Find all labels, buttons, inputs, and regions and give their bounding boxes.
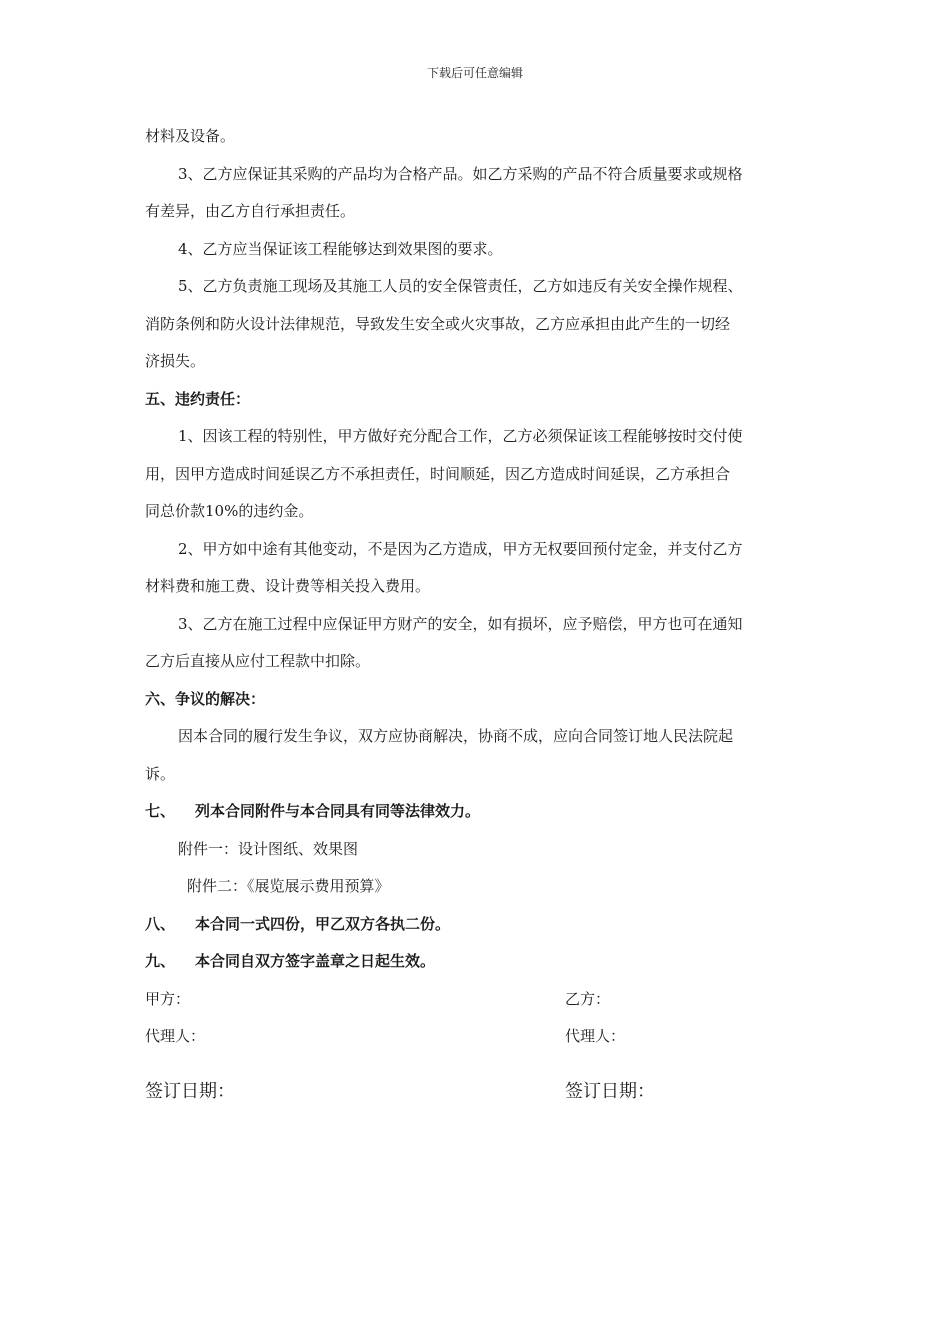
contract-body [145,118,810,1112]
paragraph-line: 材料及设备。 [145,127,236,145]
section-heading-copies [145,906,810,944]
attachment-one: 附件一：设计图纸、效果图 [178,839,359,858]
paragraph-line: 用，因甲方造成时间延误乙方不承担责任，时间顺延，因乙方造成时间延误，乙方承担合 [145,464,731,483]
section-title: 本合同自双方签字盖章之日起生效。 [195,952,436,970]
paragraph-line: 消防条例和防火设计法律规范，导致发生安全或火灾事故，乙方应承担由此产生的一切经 [145,314,731,333]
section-heading-attachments [145,793,810,831]
paragraph-line: 4、乙方应当保证该工程能够达到效果图的要求。 [178,239,503,258]
paragraph-line: 乙方后直接从应付工程款中扣除。 [145,652,371,670]
signature-agent-row [145,1018,810,1056]
paragraph-line: 2、甲方如中途有其他变动，不是因为乙方造成，甲方无权要回预付定金，并支付乙方 [178,539,743,558]
party-b-label: 乙方： [565,989,611,1008]
section-heading-dispute: 六、争议的解决： [145,689,266,708]
paragraph-line: 因本合同的履行发生争议，双方应协商解决，协商不成，应向合同签订地人民法院起 [178,727,734,745]
date-b-label: 签订日期： [565,1080,655,1102]
paragraph-line: 5、乙方负责施工现场及其施工人员的安全保管责任，乙方如违反有关安全操作规程、 [178,277,743,295]
signature-date-row [145,1072,810,1112]
agent-b-label: 代理人： [565,1027,626,1045]
paragraph-line: 济损失。 [145,352,206,370]
paragraph-line: 有差异，由乙方自行承担责任。 [145,202,356,220]
paragraph-line: 1、因该工程的特别性，甲方做好充分配合工作，乙方必须保证该工程能够按时交付使 [178,427,743,445]
signature-party-row [145,981,810,1019]
section-title: 本合同一式四份，甲乙双方各执二份。 [195,914,451,933]
party-a-label: 甲方： [145,989,191,1008]
paragraph-line: 诉。 [145,764,176,783]
date-a-label: 签订日期： [145,1080,235,1102]
agent-a-label: 代理人： [145,1027,206,1045]
paragraph-line: 同总价款10%的违约金。 [145,502,314,520]
section-number: 八、 [145,914,176,933]
section-heading-breach: 五、违约责任： [145,389,251,408]
paragraph-line: 3、乙方应保证其采购的产品均为合格产品。如乙方采购的产品不符合质量要求或规格 [178,164,743,183]
section-number: 七、 [145,802,176,820]
section-title: 列本合同附件与本合同具有同等法律效力。 [195,802,481,820]
attachment-two: 附件二：《展览展示费用预算》 [187,877,390,895]
paragraph-line: 3、乙方在施工过程中应保证甲方财产的安全，如有损坏，应予赔偿，甲方也可在通知 [178,614,743,633]
paragraph-line: 材料费和施工费、设计费等相关投入费用。 [145,577,431,595]
section-number: 九、 [145,952,176,970]
page-header-note: 下载后可任意编辑 [426,66,523,80]
section-heading-effective [145,943,810,981]
